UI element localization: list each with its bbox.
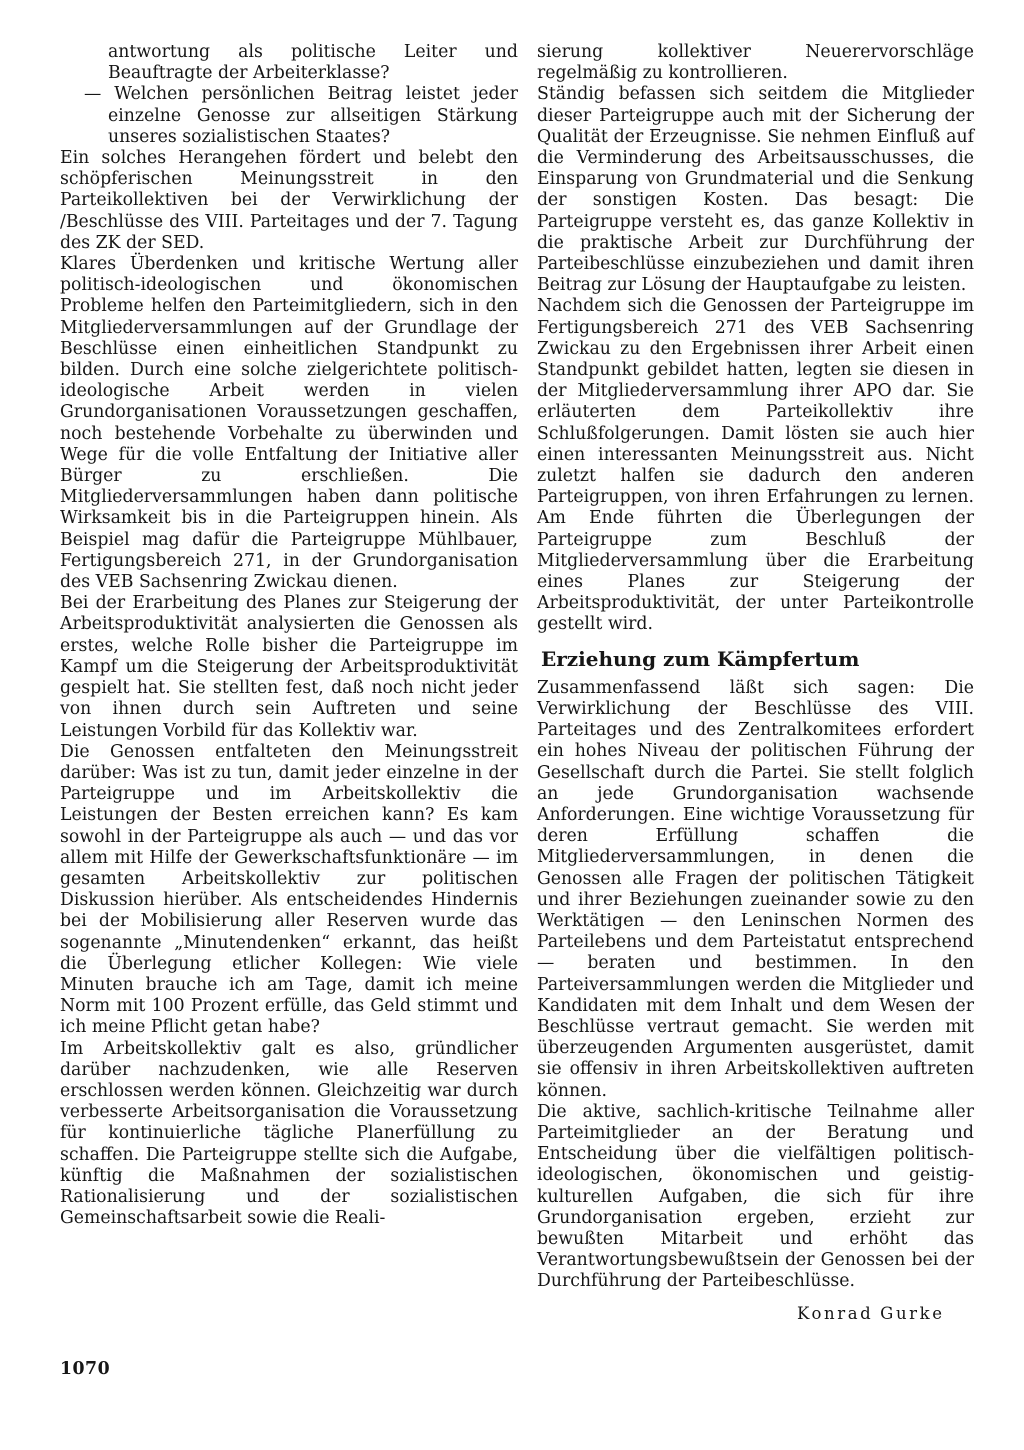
paragraph: Die Genossen entfalteten den Meinungsstreit darüber: Was ist zu tun, damit jeder einzelne in der Parteigruppe und im Arbeitskollektiv die Leistungen der Besten erreichen kann? Es kam sowohl in der Parteigruppe als auch — und das vor allem mit Hilfe der Gewerkschaftsfunktionäre — im gesamten Arbeitskollektiv zur politischen Diskussion hierüber. Als entscheidendes Hindernis bei der Mobilisierung aller Reserven wurde das sogenannte „Minutendenken“ erkannt, das heißt die Überlegung etlicher Kollegen: Wie viele Minuten brauche ich am Tage, damit ich meine Norm mit 100 Prozent erfülle, das Geld stimmt und ich meine Pflicht getan habe?	[60, 741, 518, 1038]
dash-list-item: — Welchen persönlichen Beitrag leistet jeder einzelne Genosse zur allseitigen Stärkung unseres sozialistischen Staates?	[84, 84, 518, 147]
right-column	[537, 42, 974, 1293]
paragraph: Die aktive, sachlich-kritische Teilnahme aller Parteimitglieder an der Beratung und Entscheidung über die vielfältigen politisch-ideologischen, ökonomischen und geistig-kulturellen Aufgaben, die sich für ihre Grundorganisation ergeben, erzieht zur bewußten Mitarbeit und erhöht das Verantwortungsbewußtsein der Genossen bei der Durchführung der Parteibeschlüsse.	[537, 1101, 974, 1292]
section-heading: Erziehung zum Kämpfertum	[541, 646, 860, 671]
paragraph: Ein solches Herangehen fördert und belebt den schöpferischen Meinungsstreit in den Parteikollektiven bei der Verwirklichung der /Beschlüsse des VIII. Parteitages und der 7. Tagung des ZK der SED.	[60, 148, 518, 253]
paragraph-continuation: antwortung als politische Leiter und Beauftragte der Arbeiterklasse?	[108, 42, 518, 84]
paragraph: Ständig befassen sich seitdem die Mitglieder dieser Parteigruppe auch mit der Sicherung der Qualität der Erzeugnisse. Sie nehmen Einfluß auf die Verminderung des Arbeitsausschusses, die Einsparung von Grundmaterial und die Senkung der sonstigen Kosten. Das besagt: Die Parteigruppe versteht es, das ganze Kollektiv in die praktische Arbeit zur Durchführung der Parteibeschlüsse einzubeziehen und damit ihren Beitrag zur Lösung der Hauptaufgabe zu leisten.	[537, 84, 974, 296]
left-column	[60, 42, 518, 1229]
page-number: 1070	[60, 1359, 111, 1379]
paragraph: Klares Überdenken und kritische Wertung aller politisch-ideologischen und ökonomischen Probleme helfen den Parteimitgliedern, sich in den Mitgliederversammlungen auf der Grundlage der Beschlüsse einen einheitlichen Standpunkt zu bilden. Durch eine solche zielgerichtete politisch-ideologische Arbeit werden in vielen Grundorganisationen Voraussetzungen geschaffen, noch bestehende Vorbehalte zu überwinden und Wege für die volle Entfaltung der Initiative aller Bürger zu erschließen. Die Mitgliederversammlungen haben dann politische Wirksamkeit bis in die Parteigruppen hinein. Als Beispiel mag dafür die Parteigruppe Mühlbauer, Fertigungsbereich 271, in der Grundorganisation des VEB Sachsenring Zwickau dienen.	[60, 254, 518, 593]
author-signature: Konrad Gurke	[797, 1304, 945, 1323]
paragraph: Bei der Erarbeitung des Planes zur Steigerung der Arbeitsproduktivität analysierten die Genossen als erstes, welche Rolle bisher die Parteigruppe im Kampf um die Steigerung der Arbeitsproduktivität gespielt hat. Sie stellten fest, daß noch nicht jeder von ihnen durch sein Auftreten und seine Leistungen Vorbild für das Kollektiv war.	[60, 593, 518, 741]
paragraph: sierung kollektiver Neuerervorschläge regelmäßig zu kontrollieren.	[537, 42, 974, 84]
paragraph: Zusammenfassend läßt sich sagen: Die Verwirklichung der Beschlüsse des VIII. Parteitages und des Zentralkomitees erfordert ein hohes Niveau der politischen Führung der Gesellschaft durch die Partei. Sie stellt folglich an jede Grundorganisation wachsende Anforderungen. Eine wichtige Voraussetzung für deren Erfüllung schaffen die Mitgliederversammlungen, in denen die Genossen alle Fragen der politischen Tätigkeit und ihrer Beziehungen zueinander sowie zu den Werktätigen — den Leninschen Normen des Parteilebens und dem Parteistatut entsprechend — beraten und bestimmen. In den Parteiversammlungen werden die Mitglieder und Kandidaten mit dem Inhalt und dem Wesen der Beschlüsse vertraut gemacht. Sie werden mit überzeugenden Argumenten ausgerüstet, damit sie offensiv in ihren Arbeitskollektiven auftreten können.	[537, 677, 974, 1101]
paragraph: Nachdem sich die Genossen der Parteigruppe im Fertigungsbereich 271 des VEB Sachsenring Zwickau zu den Ergebnissen ihrer Arbeit einen Standpunkt gebildet hatten, legten sie diesen in der Mitgliederversammlung ihrer APO dar. Sie erläuterten dem Parteikollektiv ihre Schlußfolgerungen. Damit lösten sie auch hier einen interessanten Meinungsstreit aus. Nicht zuletzt halfen sie dadurch den anderen Parteigruppen, von ihren Erfahrungen zu lernen. Am Ende führten die Überlegungen der Parteigruppe zum Beschluß der Mitgliederversammlung über die Erarbeitung eines Planes zur Steigerung der Arbeitsproduktivität, der unter Parteikontrolle gestellt wird.	[537, 296, 974, 635]
paragraph: Im Arbeitskollektiv galt es also, gründlicher darüber nachzudenken, wie alle Reserven erschlossen werden können. Gleichzeitig war durch verbesserte Arbeitsorganisation die Voraussetzung für kontinuierliche tägliche Planerfüllung zu schaffen. Die Parteigruppe stellte sich die Aufgabe, künftig die Maßnahmen der sozialistischen Rationalisierung und der sozialistischen Gemeinschaftsarbeit sowie die Reali-	[60, 1038, 518, 1229]
